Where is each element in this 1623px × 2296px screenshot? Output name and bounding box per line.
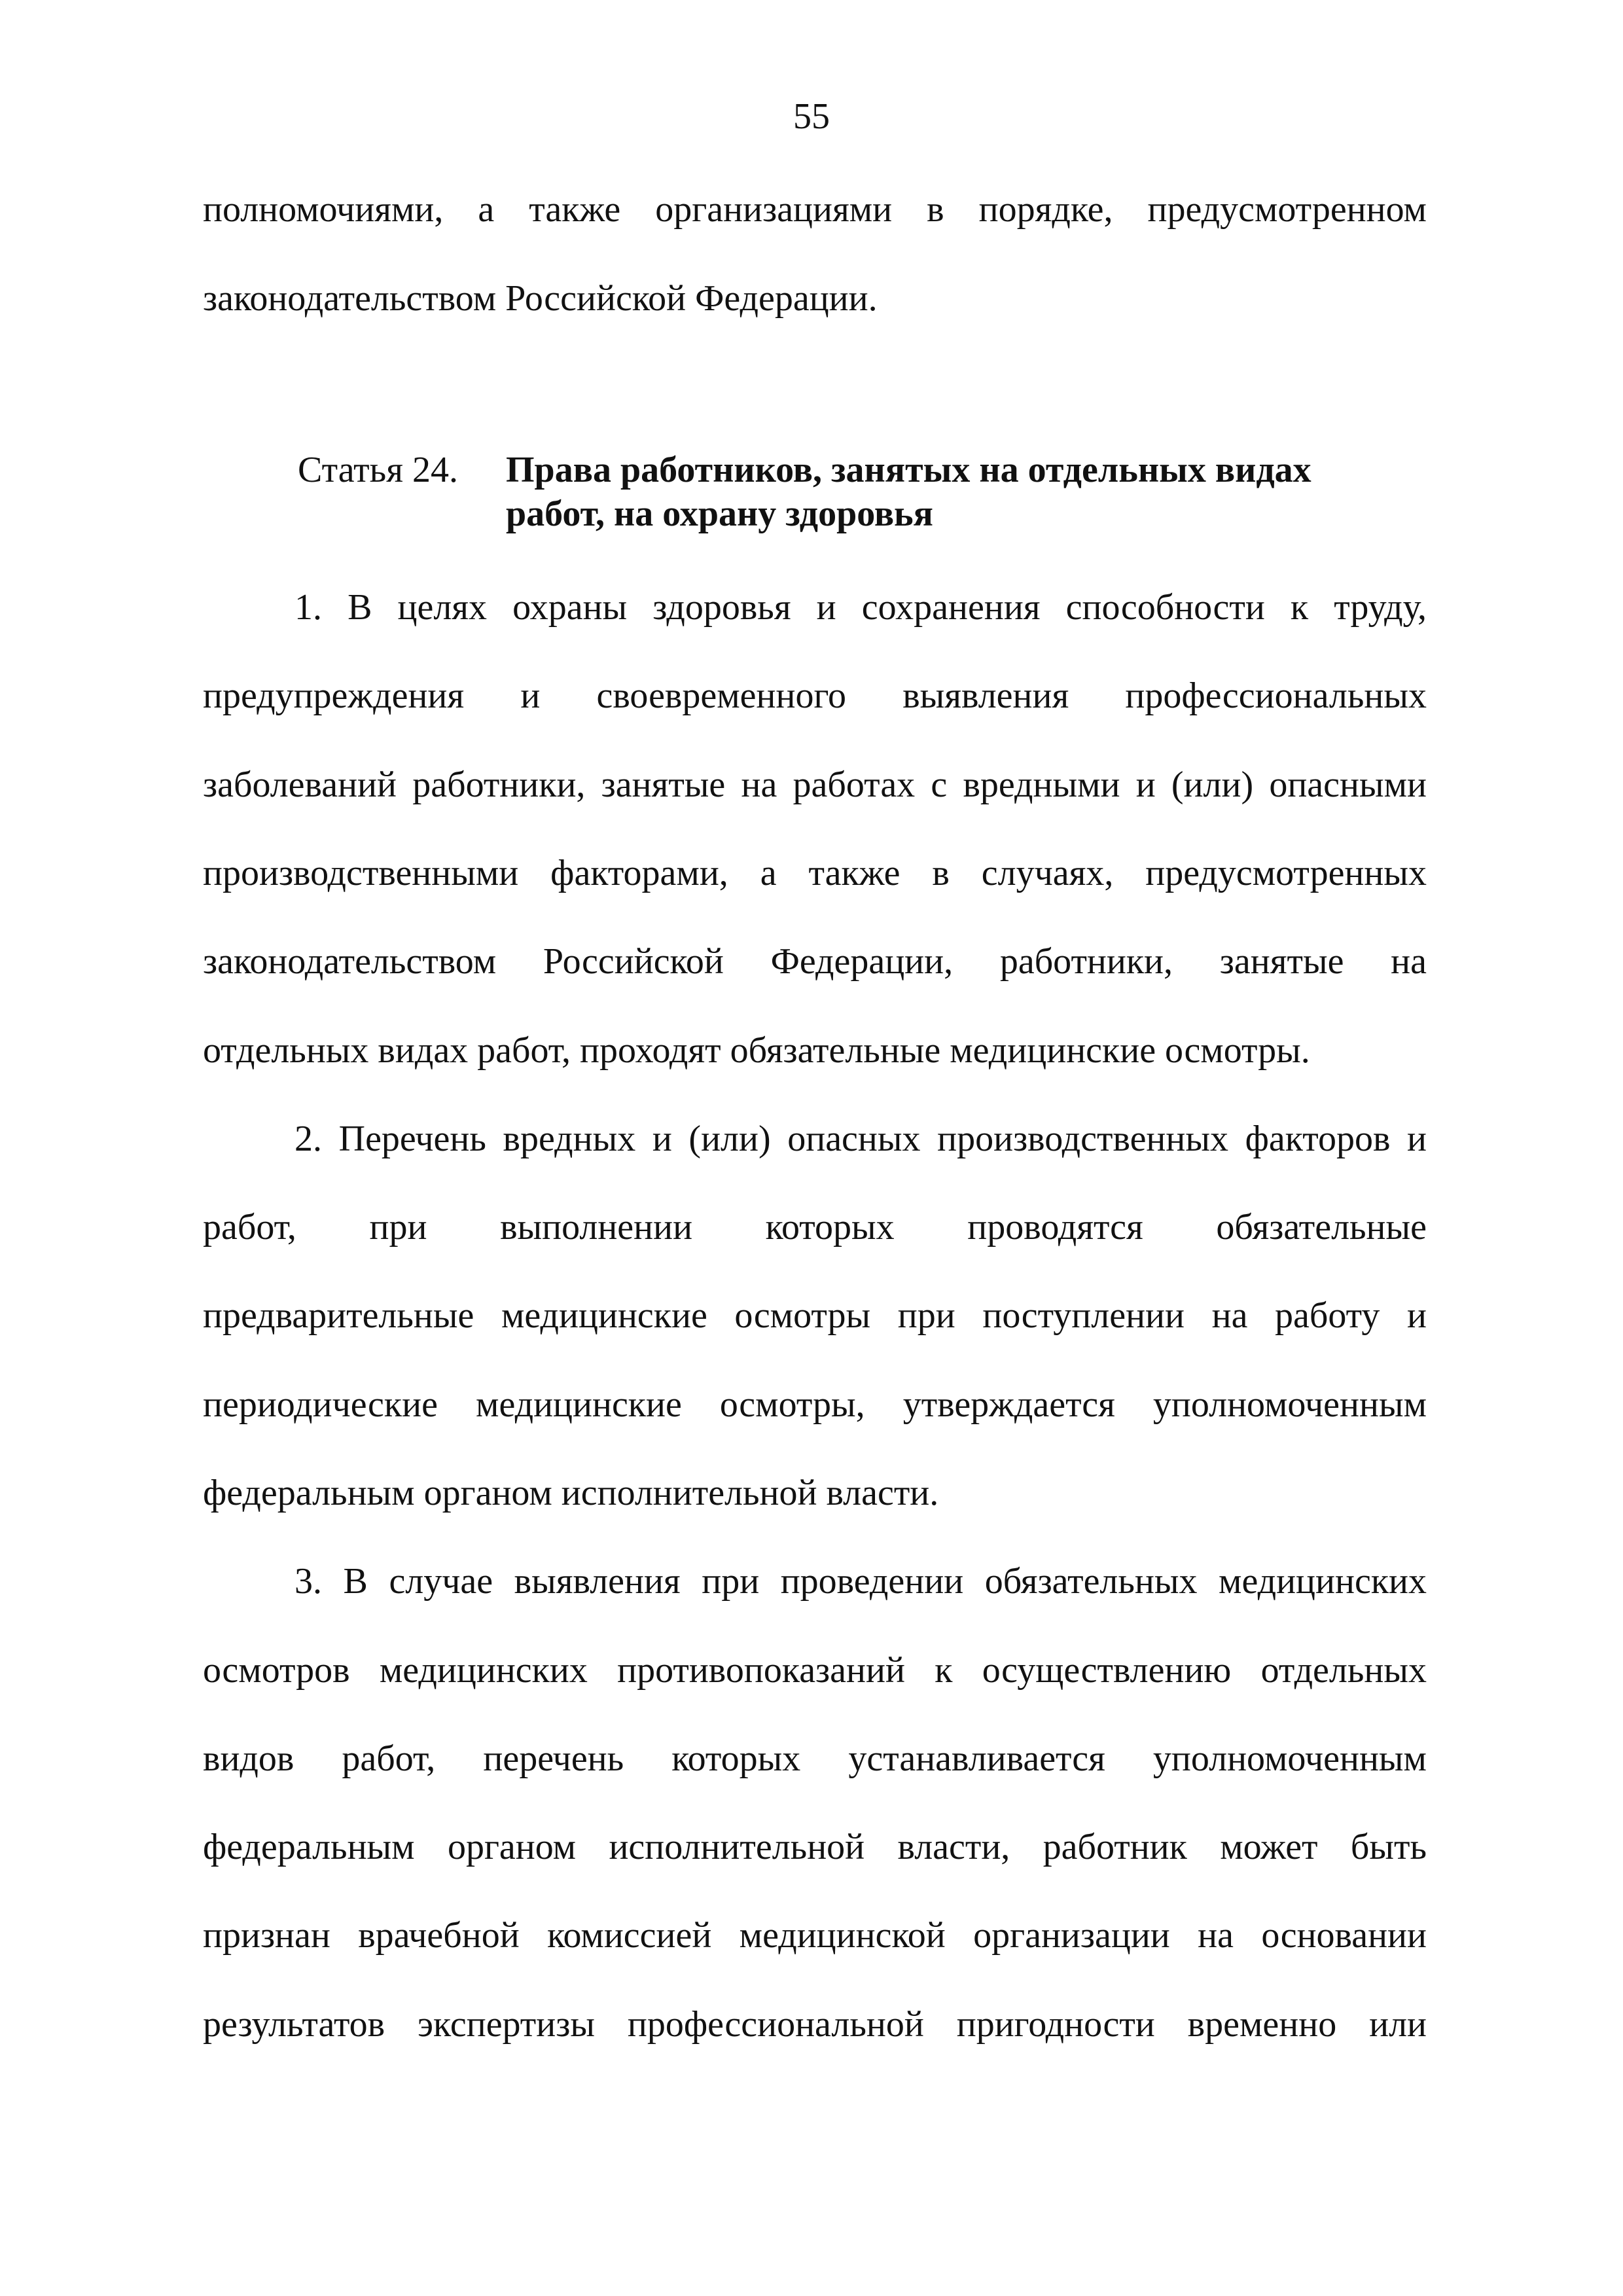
paragraph-2-line: работ, при выполнении которых проводятся обязательные bbox=[203, 1207, 1427, 1247]
intro-line: законодательством Российской Федерации. bbox=[203, 278, 878, 319]
paragraph-3-line: 3. В случае выявления при проведении обязательных медицинских bbox=[294, 1561, 1427, 1602]
article-title-line: работ, на охрану здоровья bbox=[506, 493, 933, 534]
paragraph-3-line: осмотров медицинских противопоказаний к осуществлению отдельных bbox=[203, 1650, 1427, 1691]
article-label: Статья 24. bbox=[298, 450, 458, 490]
paragraph-1-line: производственными факторами, а также в случаях, предусмотренных bbox=[203, 853, 1427, 893]
page-number: 55 bbox=[793, 96, 830, 137]
paragraph-2-line: предварительные медицинские осмотры при поступлении на работу и bbox=[203, 1295, 1427, 1336]
paragraph-3-line: федеральным органом исполнительной власти, работник может быть bbox=[203, 1827, 1427, 1867]
paragraph-1-line: 1. В целях охраны здоровья и сохранения способности к труду, bbox=[294, 587, 1427, 628]
paragraph-2-line: периодические медицинские осмотры, утверждается уполномоченным bbox=[203, 1384, 1427, 1425]
paragraph-2-line: федеральным органом исполнительной власти. bbox=[203, 1473, 939, 1513]
intro-line: полномочиями, а также организациями в порядке, предусмотренном bbox=[203, 189, 1427, 230]
paragraph-3-line: признан врачебной комиссией медицинской организации на основании bbox=[203, 1915, 1427, 1956]
paragraph-1-line: законодательством Российской Федерации, работники, занятые на bbox=[203, 941, 1427, 982]
paragraph-3-line: видов работ, перечень которых устанавливается уполномоченным bbox=[203, 1738, 1427, 1779]
paragraph-1-line: отдельных видах работ, проходят обязательные медицинские осмотры. bbox=[203, 1030, 1310, 1071]
paragraph-1-line: заболеваний работники, занятые на работах с вредными и (или) опасными bbox=[203, 764, 1427, 805]
paragraph-2-line: 2. Перечень вредных и (или) опасных производственных факторов и bbox=[294, 1119, 1427, 1159]
article-title-line: Права работников, занятых на отдельных видах bbox=[506, 450, 1311, 490]
paragraph-3-line: результатов экспертизы профессиональной пригодности временно или bbox=[203, 2004, 1427, 2045]
paragraph-1-line: предупреждения и своевременного выявления профессиональных bbox=[203, 675, 1427, 716]
